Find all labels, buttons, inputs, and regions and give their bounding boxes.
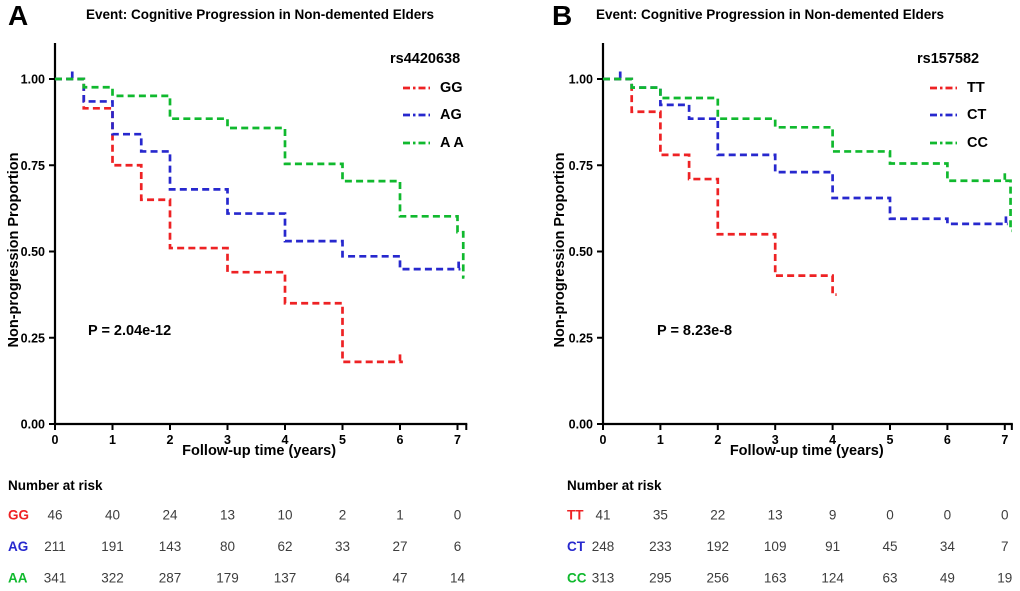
risk-value: 313 — [591, 570, 615, 586]
legend-label: GG — [440, 79, 463, 96]
p-value-label: P = 8.23e-8 — [657, 323, 733, 339]
risk-row-label: TT — [567, 507, 584, 523]
panel-title: Event: Cognitive Progression in Non-demented Elders — [595, 7, 945, 22]
risk-value: 7 — [1001, 539, 1009, 554]
risk-value: 19 — [997, 570, 1013, 586]
risk-value: 143 — [158, 539, 182, 554]
risk-value: 14 — [449, 570, 466, 586]
km-curve-CT — [603, 79, 1008, 224]
risk-value: 179 — [216, 570, 239, 586]
x-tick-label: 4 — [281, 433, 289, 447]
legend-label: CC — [967, 134, 988, 151]
legend-label: A A — [440, 134, 464, 151]
risk-value: 80 — [219, 539, 236, 554]
legend-label: TT — [967, 79, 985, 96]
risk-value: 192 — [706, 539, 730, 554]
risk-value: 46 — [47, 507, 63, 523]
km-curve-AA — [55, 79, 464, 277]
risk-value: 191 — [101, 539, 124, 554]
risk-value: 45 — [882, 539, 898, 554]
risk-value: 49 — [939, 570, 955, 586]
y-axis-label: Non-progression Proportion — [552, 152, 568, 348]
risk-value: 163 — [763, 570, 787, 586]
risk-value: 137 — [273, 570, 297, 586]
risk-value: 33 — [334, 539, 351, 554]
x-tick-label: 1 — [656, 433, 664, 447]
y-tick-label: 0.75 — [20, 158, 45, 173]
risk-value: 109 — [763, 539, 787, 554]
x-tick-label: 2 — [714, 433, 722, 447]
risk-value: 322 — [101, 570, 124, 586]
number-at-risk-header: Number at risk — [8, 478, 103, 493]
risk-value: 47 — [392, 570, 408, 586]
risk-value: 91 — [825, 539, 841, 554]
risk-value: 63 — [882, 570, 898, 586]
x-tick-label: 2 — [166, 433, 174, 447]
p-value-label: P = 2.04e-12 — [88, 323, 172, 339]
risk-value: 341 — [43, 570, 67, 586]
risk-value: 287 — [158, 570, 182, 586]
risk-value: 1 — [396, 507, 404, 523]
legend-label: CT — [967, 107, 987, 124]
panel-title: Event: Cognitive Progression in Non-demented Elders — [85, 7, 435, 22]
risk-row-label: CC — [567, 570, 587, 586]
risk-value: 6 — [453, 539, 462, 554]
risk-value: 34 — [939, 539, 955, 554]
risk-value: 0 — [1001, 507, 1009, 523]
x-tick-label: 6 — [943, 433, 951, 447]
risk-value: 0 — [453, 507, 462, 523]
y-axis-label: Non-progression Proportion — [6, 152, 22, 348]
x-tick-label: 1 — [109, 433, 116, 447]
risk-value: 9 — [828, 507, 837, 523]
risk-value: 27 — [392, 539, 408, 554]
risk-value: 13 — [767, 507, 783, 523]
risk-row-label: AG — [8, 539, 29, 554]
y-tick-label: 0.25 — [568, 331, 593, 346]
x-tick-label: 0 — [599, 433, 607, 447]
risk-value: 10 — [277, 507, 293, 523]
x-axis-label: Follow-up time (years) — [729, 443, 884, 459]
risk-value: 35 — [652, 507, 668, 523]
risk-value: 295 — [649, 570, 672, 586]
x-tick-label: 6 — [396, 433, 404, 447]
risk-value: 24 — [162, 507, 178, 523]
y-tick-label: 1.00 — [20, 72, 45, 87]
x-tick-label: 0 — [51, 433, 59, 447]
risk-row-label: CT — [567, 539, 585, 554]
legend-label: AG — [440, 107, 462, 124]
y-tick-label: 0.25 — [20, 331, 45, 346]
risk-value: 41 — [595, 507, 611, 523]
risk-value: 233 — [649, 539, 672, 554]
x-tick-label: 5 — [339, 433, 346, 447]
km-curve-AG — [55, 79, 460, 269]
risk-row-label: GG — [8, 507, 30, 523]
x-axis-label: Follow-up time (years) — [182, 443, 337, 459]
risk-value: 40 — [104, 507, 121, 523]
risk-value: 0 — [943, 507, 952, 523]
panel-letter: B — [552, 0, 573, 31]
risk-row-label: AA — [8, 570, 28, 586]
y-tick-label: 0.00 — [568, 417, 593, 432]
x-tick-label: 3 — [771, 433, 779, 447]
legend-title: rs157582 — [917, 51, 980, 67]
x-tick-label: 7 — [1001, 433, 1009, 447]
risk-value: 62 — [277, 539, 293, 554]
x-tick-label: 5 — [886, 433, 894, 447]
risk-value: 124 — [821, 570, 844, 586]
risk-value: 0 — [886, 507, 894, 523]
panel-b — [510, 0, 1020, 591]
risk-value: 256 — [706, 570, 730, 586]
risk-value: 211 — [44, 539, 66, 554]
y-tick-label: 0.75 — [568, 158, 593, 173]
number-at-risk-header: Number at risk — [567, 478, 662, 493]
x-tick-label: 7 — [454, 433, 461, 447]
y-tick-label: 0.50 — [20, 245, 45, 259]
km-curve-TT — [603, 79, 837, 295]
risk-value: 248 — [591, 539, 615, 554]
y-tick-label: 1.00 — [568, 72, 593, 87]
panel-letter: A — [8, 0, 29, 31]
risk-value: 2 — [338, 507, 347, 523]
y-tick-label: 0.50 — [568, 245, 593, 259]
x-tick-label: 3 — [224, 433, 231, 447]
x-tick-label: 4 — [829, 433, 837, 447]
legend-title: rs4420638 — [390, 51, 461, 67]
km-curve-GG — [55, 79, 403, 362]
km-plot-svg — [510, 0, 1020, 591]
risk-value: 64 — [334, 570, 351, 586]
risk-value: 22 — [710, 507, 726, 523]
y-tick-label: 0.00 — [20, 417, 45, 432]
risk-value: 13 — [219, 507, 236, 523]
